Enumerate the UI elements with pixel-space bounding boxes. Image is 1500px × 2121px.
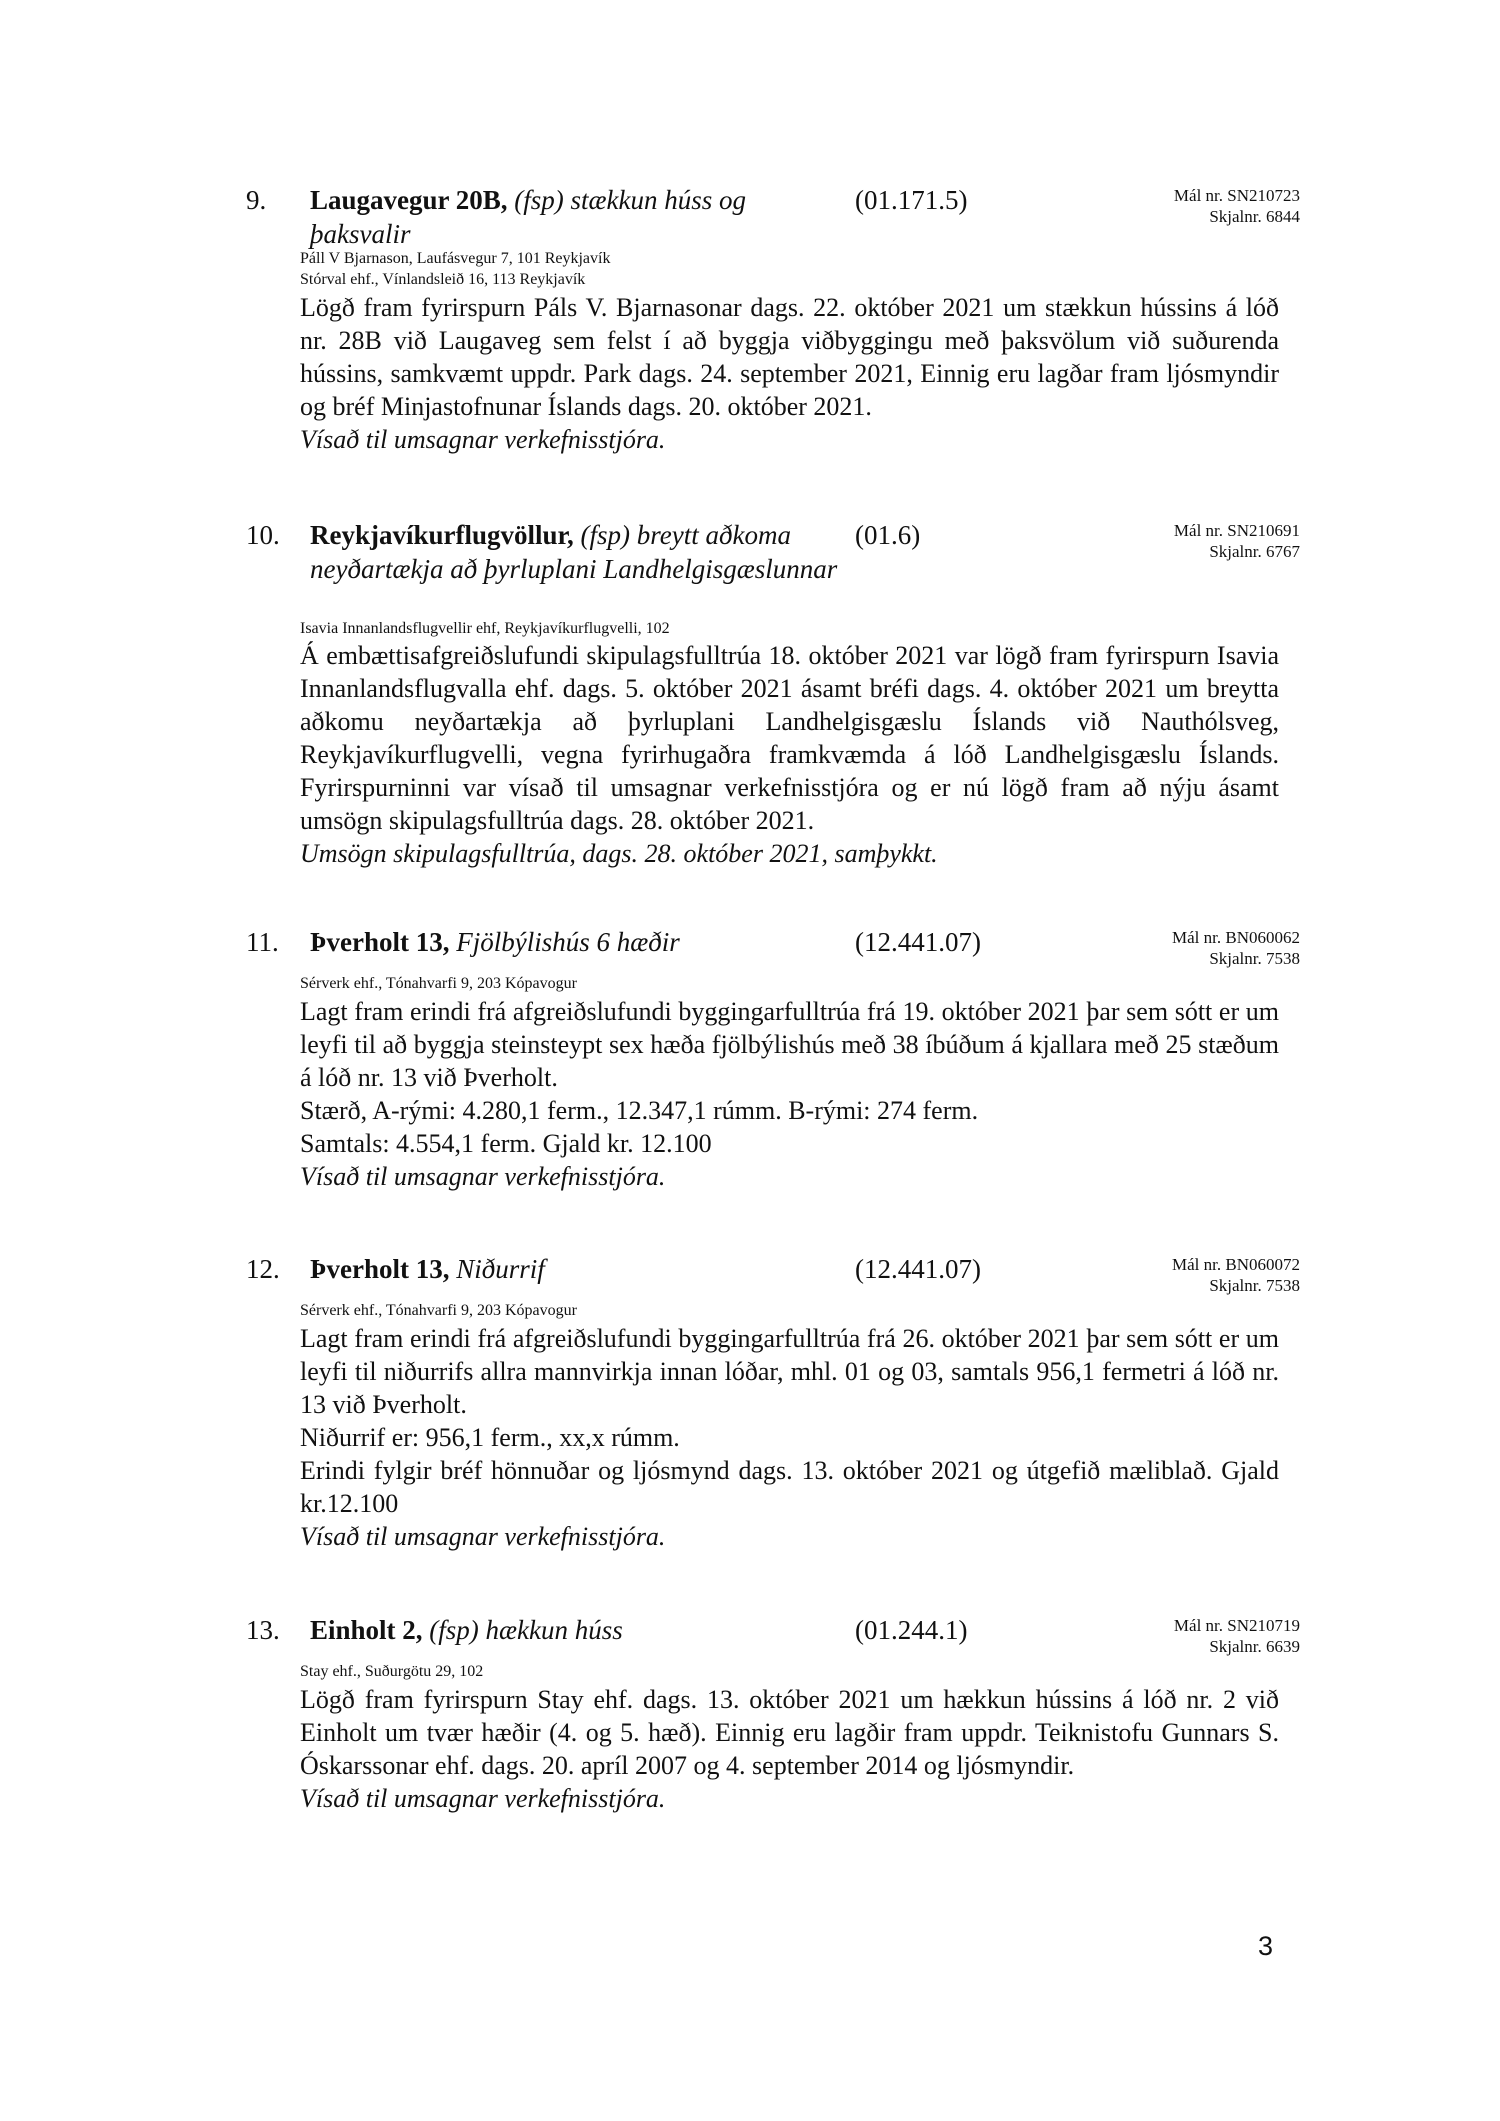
body-paragraph: Samtals: 4.554,1 ferm. Gjald kr. 12.100 xyxy=(300,1129,712,1158)
item-description: (fsp) stækkun húss og þaksvalir xyxy=(310,185,747,249)
item-number: 11. xyxy=(246,927,279,957)
conclusion: Vísað til umsagnar verkefnisstjóra. xyxy=(300,1162,666,1191)
body-paragraph: Lögð fram fyrirspurn Páls V. Bjarnasonar dags. 22. október 2021 um stækkun hússins á lóð nr. 28B við Laugaveg sem felst í að byggja viðbyggingu með þaksvölum við suðurenda hússins, samkvæmt uppdr. Park dags. 24. september 2021, Einnig eru lagðar fram ljósmyndir og bréf Minjastofnunar Íslands dags. 20. október 2021. xyxy=(300,293,1279,421)
case-number: Mál nr. BN060072 xyxy=(1172,1255,1300,1274)
case-number: Mál nr. BN060062 xyxy=(1172,928,1300,947)
item-number: 12. xyxy=(246,1254,280,1284)
doc-number: Skjalnr. 7538 xyxy=(1209,949,1300,968)
owner-line: Sérverk ehf., Tónahvarfi 9, 203 Kópavogur xyxy=(300,975,577,992)
body-paragraph: Niðurrif er: 956,1 ferm., xx,x rúmm. xyxy=(300,1423,680,1452)
doc-number: Skjalnr. 6844 xyxy=(1209,207,1300,226)
doc-number: Skjalnr. 6639 xyxy=(1209,1637,1300,1656)
item-description: (fsp) breytt aðkoma neyðartækja að þyrluplani Landhelgisgæslunnar xyxy=(310,520,838,584)
owner-line: Stay ehf., Suðurgötu 29, 102 xyxy=(300,1663,484,1680)
body-paragraph: Lagt fram erindi frá afgreiðslufundi byggingarfulltrúa frá 19. október 2021 þar sem sótt er um leyfi til að byggja steinsteypt sex hæða fjölbýlishús með 38 íbúðum á kjallara með 25 stæðum á lóð nr. 13 við Þverholt. xyxy=(300,997,1279,1092)
item-description: (fsp) hækkun húss xyxy=(429,1615,623,1645)
owner-line: Páll V Bjarnason, Laufásvegur 7, 101 Reykjavík xyxy=(300,250,611,267)
item-number: 13. xyxy=(246,1615,280,1645)
conclusion: Umsögn skipulagsfulltrúa, dags. 28. október 2021, samþykkt. xyxy=(300,839,938,868)
body-paragraph: Lögð fram fyrirspurn Stay ehf. dags. 13. október 2021 um hækkun hússins á lóð nr. 2 við Einholt um tvær hæðir (4. og 5. hæð). Einnig eru lagðir fram uppdr. Teiknistofu Gunnars S. Óskarssonar ehf. dags. 20. apríl 2007 og 4. september 2014 og ljósmyndir. xyxy=(300,1685,1279,1780)
conclusion: Vísað til umsagnar verkefnisstjóra. xyxy=(300,1784,666,1813)
case-reference xyxy=(1172,927,1300,969)
land-number: (01.244.1) xyxy=(855,1615,968,1645)
page-number: 3 xyxy=(1258,1931,1274,1961)
body-paragraph: Lagt fram erindi frá afgreiðslufundi byggingarfulltrúa frá 26. október 2021 þar sem sótt er um leyfi til niðurrifs allra mannvirkja innan lóðar, mhl. 01 og 03, samtals 956,1 fermetri á lóð nr. 13 við Þverholt. xyxy=(300,1324,1279,1419)
body-paragraph: Stærð, A-rými: 4.280,1 ferm., 12.347,1 rúmm. B-rými: 274 ferm. xyxy=(300,1096,979,1125)
body-paragraph: Á embættisafgreiðslufundi skipulagsfulltrúa 18. október 2021 var lögð fram fyrirspurn Isavia Innanlandsflugvalla ehf. dags. 5. október 2021 ásamt bréfi dags. 4. október 2021 um breytta aðkomu neyðartækja að þyrluplani Landhelgisgæslu Íslands við Nauthólsveg, Reykjavíkurflugvelli, vegna fyrirhugaðra framkvæmda á lóð Landhelgisgæslu Íslands. Fyrirspurninni var vísað til umsagnar verkefnisstjóra og er nú lögð fram að nýju ásamt umsögn skipulagsfulltrúa dags. 28. október 2021. xyxy=(300,641,1279,835)
item-title xyxy=(310,925,830,959)
item-number: 10. xyxy=(246,520,280,550)
land-number: (12.441.07) xyxy=(855,1254,981,1284)
owner-line: Isavia Innanlandsflugvellir ehf, Reykjavíkurflugvelli, 102 xyxy=(300,620,670,637)
owners xyxy=(300,248,1200,290)
item-title xyxy=(310,1613,830,1647)
item-address: Þverholt 13, xyxy=(310,927,450,957)
item-title xyxy=(310,183,780,251)
item-address: Einholt 2, xyxy=(310,1615,423,1645)
case-reference xyxy=(1172,1254,1300,1296)
case-reference xyxy=(1174,1615,1300,1657)
item-number: 9. xyxy=(246,185,267,215)
conclusion: Vísað til umsagnar verkefnisstjóra. xyxy=(300,1522,666,1551)
case-reference xyxy=(1174,185,1300,227)
item-description: Fjölbýlishús 6 hæðir xyxy=(456,927,680,957)
conclusion: Vísað til umsagnar verkefnisstjóra. xyxy=(300,425,666,454)
item-body xyxy=(300,1683,1279,1815)
owners xyxy=(300,618,1200,639)
land-number: (01.6) xyxy=(855,520,921,550)
item-title xyxy=(310,1252,830,1286)
land-number: (01.171.5) xyxy=(855,185,968,215)
case-number: Mál nr. SN210723 xyxy=(1173,186,1300,205)
item-body xyxy=(300,995,1279,1193)
item-body xyxy=(300,639,1279,870)
item-title xyxy=(310,518,840,586)
item-body xyxy=(300,1322,1279,1553)
case-reference xyxy=(1174,520,1300,562)
owner-line: Sérverk ehf., Tónahvarfi 9, 203 Kópavogur xyxy=(300,1302,577,1319)
case-number: Mál nr. SN210691 xyxy=(1173,521,1300,540)
item-address: Þverholt 13, xyxy=(310,1254,450,1284)
doc-number: Skjalnr. 6767 xyxy=(1209,542,1300,561)
item-address: Reykjavíkurflugvöllur, xyxy=(310,520,574,550)
case-number: Mál nr. SN210719 xyxy=(1173,1616,1300,1635)
item-body xyxy=(300,291,1279,456)
item-address: Laugavegur 20B, xyxy=(310,185,508,215)
owners xyxy=(300,1661,1200,1682)
owner-line: Stórval ehf., Vínlandsleið 16, 113 Reykjavík xyxy=(300,271,586,288)
item-description: Niðurrif xyxy=(456,1254,545,1284)
doc-number: Skjalnr. 7538 xyxy=(1209,1276,1300,1295)
land-number: (12.441.07) xyxy=(855,927,981,957)
body-paragraph: Erindi fylgir bréf hönnuðar og ljósmynd dags. 13. október 2021 og útgefið mæliblað. Gjald kr.12.100 xyxy=(300,1456,1279,1518)
owners xyxy=(300,1300,1200,1321)
owners xyxy=(300,973,1200,994)
